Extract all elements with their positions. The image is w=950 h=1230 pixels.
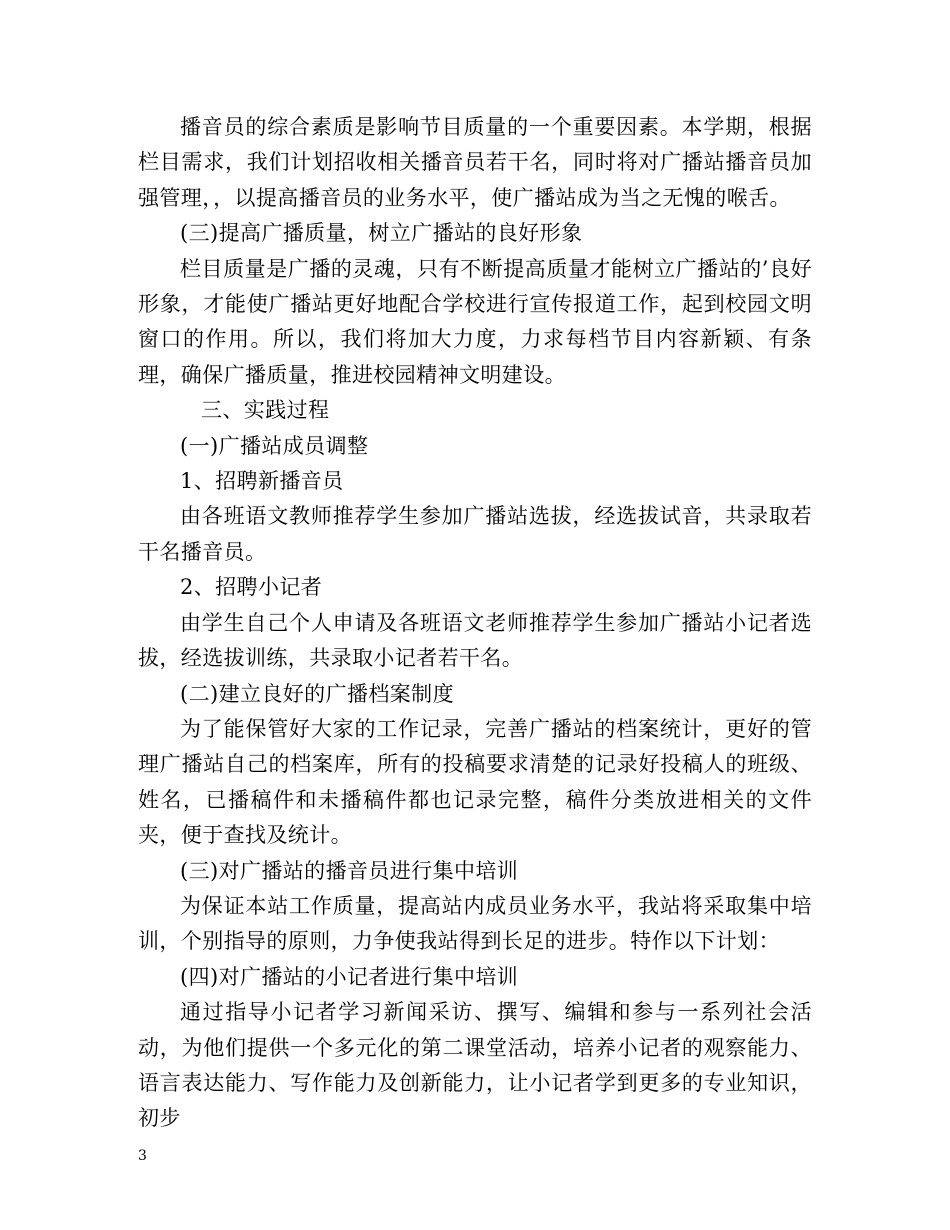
section-heading-member-adjustment: (一)广播站成员调整: [180, 433, 369, 458]
paragraph-announcer-training: 为保证本站工作质量，提高站内成员业务水平，我站将采取集中培训，个别指导的原则，力争使我站得到长足的进步。特作以下计划：: [138, 893, 812, 954]
paragraph-program-quality: 栏目质量是广播的灵魂，只有不断提高质量才能树立广播站的’良好形象，才能使广播站更好地配合学校进行宣传报道工作，起到校园文明窗口的作用。所以，我们将加大力度，力求每档节目内容新颖、有条理，确保广播质量，推进校园精神文明建设。: [138, 256, 812, 387]
paragraph-announcer-quality: 播音员的综合素质是影响节目质量的一个重要因素。本学期，根据栏目需求，我们计划招收相关播音员若干名，同时将对广播站播音员加强管理，，以提高播音员的业务水平，使广播站成为当之无愧的喉舌。: [138, 115, 812, 210]
paragraph-reporter-recruitment: 由学生自己个人申请及各班语文老师推荐学生参加广播站小记者选拔，经选拔训练，共录取小记者若干名。: [138, 610, 812, 671]
section-heading-reporter-training: (四)对广播站的小记者进行集中培训: [180, 964, 519, 989]
section-heading-archive-system: (二)建立良好的广播档案制度: [180, 681, 454, 706]
paragraph-announcer-recruitment: 由各班语文教师推荐学生参加广播站选拔，经选拔试音，共录取若干名播音员。: [138, 504, 812, 564]
section-heading-announcer-training: (三)对广播站的播音员进行集中培训: [180, 858, 519, 883]
chapter-heading-practice: 三、实践过程: [201, 398, 330, 423]
section-heading-improve-quality: (三)提高广播质量，树立广播站的良好形象: [180, 221, 583, 246]
subheading-recruit-reporters: 2、招聘小记者: [180, 575, 323, 600]
paragraph-archive-system: 为了能保管好大家的工作记录，完善广播站的档案统计，更好的管理广播站自己的档案库，所有的投稿要求清楚的记录好投稿人的班级、姓名，已播稿件和未播稿件都也记录完整，稿件分类放进相关的文件夹，便于查找及统计。: [138, 716, 812, 848]
paragraph-reporter-training: 通过指导小记者学习新闻采访、撰写、编辑和参与一系列社会活动，为他们提供一个多元化的第二课堂活动，培养小记者的观察能力、语言表达能力、写作能力及创新能力，让小记者学到更多的专业知识，初步: [138, 1000, 812, 1131]
document-body: [138, 110, 812, 1137]
subheading-recruit-announcers: 1、招聘新播音员: [180, 469, 344, 494]
page-number: 3: [138, 1148, 147, 1164]
